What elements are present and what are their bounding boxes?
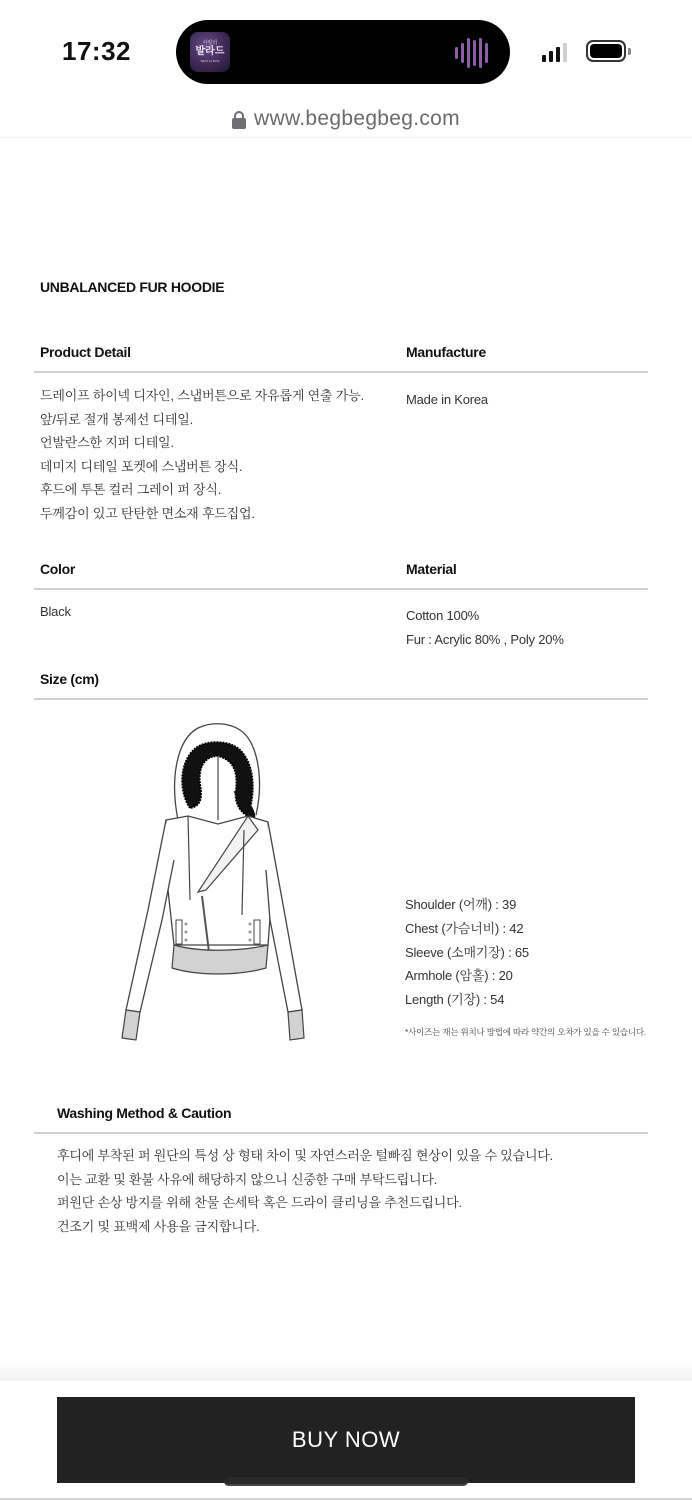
washing-line: 퍼원단 손상 방지를 위해 찬물 손세탁 혹은 드라이 클리닝을 추천드립니다. (57, 1195, 462, 1210)
cellular-signal-icon (542, 42, 567, 62)
manufacture-value: Made in Korea (406, 392, 488, 407)
product-title: UNBALANCED FUR HOODIE (40, 279, 225, 295)
manufacture-heading: Manufacture (406, 344, 486, 360)
size-armhole: Armhole (암홀) : 20 (405, 968, 513, 984)
album-art-icon (190, 32, 230, 72)
product-detail-heading: Product Detail (40, 344, 131, 360)
dynamic-island[interactable] (176, 20, 510, 84)
divider (34, 588, 648, 590)
size-heading: Size (cm) (40, 671, 99, 687)
battery-tip (628, 48, 631, 55)
lock-icon (232, 111, 246, 129)
album-art-top-text: 사랑의 (202, 40, 218, 46)
hoodie-flat-sketch (118, 720, 308, 1045)
divider (34, 371, 648, 373)
material-value (406, 604, 564, 651)
washing-line: 건조기 및 표백제 사용을 금지합니다. (57, 1218, 260, 1234)
clock: 17:32 (62, 36, 131, 66)
detail-line: 드레이프 하이넥 디자인, 스냅버튼으로 자유롭게 연출 가능. (40, 388, 364, 403)
color-value: Black (40, 604, 71, 619)
size-shoulder: Shoulder (어깨) : 39 (405, 897, 517, 912)
audio-waveform-icon (455, 38, 488, 68)
album-art-sub: BEST ALBUM (200, 59, 220, 63)
product-detail-text (40, 384, 364, 525)
size-sleeve: Sleeve (소매기장) : 65 (405, 944, 529, 960)
washing-line: 후디에 부착된 퍼 원단의 특성 상 형태 차이 및 자연스러운 털빠짐 현상이 있을 수 있습니다. (57, 1148, 554, 1163)
detail-line: 데미지 디테일 포켓에 스냅버튼 장식. (40, 458, 243, 474)
size-length: Length (기장) : 54 (405, 992, 505, 1008)
material-heading: Material (406, 561, 457, 577)
detail-line: 두께감이 있고 탄탄한 면소재 후드집업. (40, 505, 255, 521)
battery-icon (586, 40, 626, 62)
size-note: *사이즈는 재는 위치나 방법에 따라 약간의 오차가 있을 수 있습니다. (405, 1027, 647, 1037)
washing-text (57, 1144, 553, 1238)
washing-line: 이는 교환 및 환불 사유에 해당하지 않으니 신중한 구매 부탁드립니다. (57, 1171, 438, 1187)
buy-now-button[interactable]: BUY NOW (57, 1397, 635, 1483)
size-chest: Chest (가슴너비) : 42 (405, 920, 524, 936)
home-indicator[interactable] (224, 1477, 468, 1486)
status-bar (0, 0, 692, 100)
detail-line: 앞/뒤로 절개 봉제선 디테일. (40, 411, 193, 427)
material-line: Fur : Acrylic 80% , Poly 20% (406, 631, 564, 647)
bottom-shadow (0, 1360, 692, 1382)
size-measurements (405, 893, 529, 1012)
divider (34, 1132, 648, 1134)
washing-heading: Washing Method & Caution (57, 1105, 232, 1121)
address-bar[interactable] (0, 100, 692, 138)
divider (34, 698, 648, 700)
color-heading: Color (40, 561, 76, 577)
material-line: Cotton 100% (406, 608, 479, 623)
url-text[interactable]: www.begbegbeg.com (254, 106, 460, 130)
detail-line: 후드에 투톤 컬러 그레이 퍼 장식. (40, 482, 222, 497)
album-art-title: 발라드 (195, 46, 225, 57)
detail-line: 언발란스한 지퍼 디테일. (40, 435, 174, 450)
